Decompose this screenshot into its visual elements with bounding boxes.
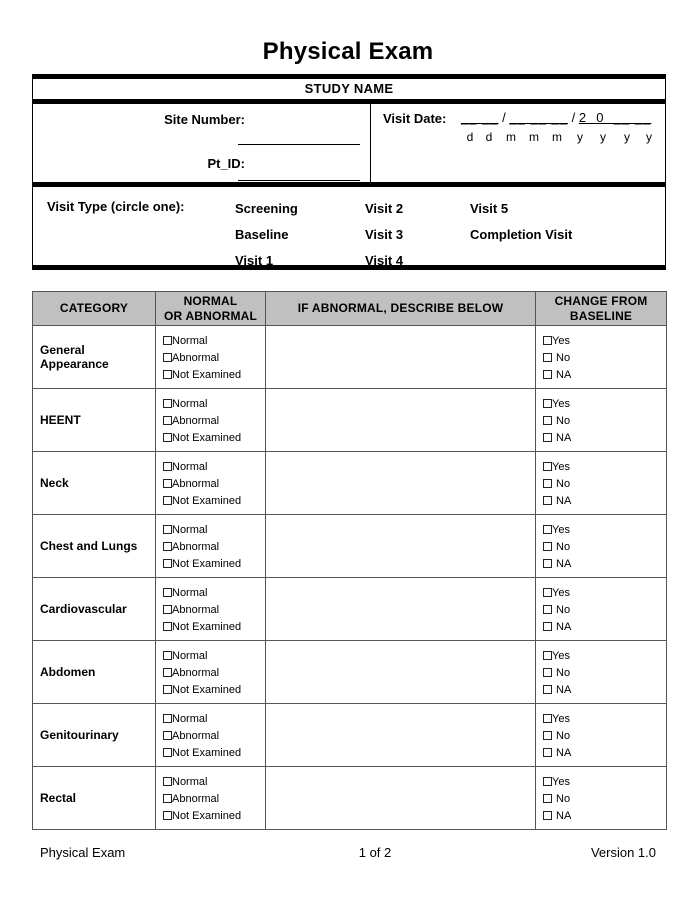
column-header-category-line1: CATEGORY bbox=[59, 301, 129, 315]
checkbox-option-na[interactable] bbox=[543, 429, 666, 446]
legend-y4: y bbox=[646, 130, 652, 144]
checkbox-label: Yes bbox=[552, 334, 570, 347]
checkbox-icon[interactable] bbox=[163, 525, 172, 534]
visit-type-option-visit2[interactable]: Visit 2 bbox=[365, 201, 404, 216]
checkbox-option-abnormal[interactable] bbox=[163, 664, 265, 681]
checkbox-label: NA bbox=[556, 368, 572, 381]
row-category-label: General Appearance bbox=[33, 326, 156, 389]
visit-date-label: Visit Date: bbox=[383, 111, 447, 126]
checkbox-icon[interactable] bbox=[543, 496, 552, 505]
row-status-options bbox=[156, 389, 266, 452]
row-status-options bbox=[156, 641, 266, 704]
checkbox-icon[interactable] bbox=[163, 479, 172, 488]
checkbox-icon[interactable] bbox=[543, 370, 552, 379]
checkbox-label: Normal bbox=[172, 397, 208, 410]
row-description-field[interactable] bbox=[266, 767, 536, 830]
checkbox-label: Normal bbox=[172, 586, 208, 599]
row-description-field[interactable] bbox=[266, 704, 536, 767]
table-row bbox=[33, 452, 667, 515]
checkbox-label: Abnormal bbox=[172, 540, 220, 553]
checkbox-option-not-examined[interactable] bbox=[163, 618, 265, 635]
visit-type-option-visit5[interactable]: Visit 5 bbox=[470, 201, 509, 216]
site-and-visitdate-band bbox=[32, 104, 666, 182]
checkbox-icon[interactable] bbox=[543, 399, 552, 408]
row-status-options bbox=[156, 578, 266, 641]
checkbox-label: Yes bbox=[552, 649, 570, 662]
pt-id-label: Pt_ID: bbox=[207, 156, 245, 171]
checkbox-label: Not Examined bbox=[172, 746, 242, 759]
site-number-label: Site Number: bbox=[164, 112, 245, 127]
checkbox-icon[interactable] bbox=[163, 622, 172, 631]
checkbox-option-normal[interactable] bbox=[163, 521, 265, 538]
checkbox-label: NA bbox=[556, 431, 572, 444]
checkbox-icon[interactable] bbox=[163, 559, 172, 568]
page-footer bbox=[40, 845, 656, 860]
checkbox-icon[interactable] bbox=[543, 542, 552, 551]
checkbox-icon[interactable] bbox=[163, 370, 172, 379]
visit-type-option-visit3[interactable]: Visit 3 bbox=[365, 227, 404, 242]
table-row bbox=[33, 389, 667, 452]
row-change-options bbox=[536, 704, 667, 767]
checkbox-icon[interactable] bbox=[163, 811, 172, 820]
visit-date-column bbox=[371, 104, 665, 182]
checkbox-label: Yes bbox=[552, 775, 570, 788]
checkbox-icon[interactable] bbox=[543, 685, 552, 694]
legend-m3: m bbox=[552, 130, 562, 144]
row-change-options bbox=[536, 578, 667, 641]
checkbox-label: No bbox=[556, 414, 571, 427]
table-row bbox=[33, 767, 667, 830]
checkbox-option-no[interactable] bbox=[543, 349, 666, 366]
checkbox-icon[interactable] bbox=[543, 353, 552, 362]
checkbox-label: Yes bbox=[552, 586, 570, 599]
checkbox-label: Normal bbox=[172, 460, 208, 473]
checkbox-option-yes[interactable] bbox=[543, 647, 666, 664]
column-header-change-from-baseline bbox=[536, 292, 667, 326]
checkbox-label: Not Examined bbox=[172, 431, 242, 444]
checkbox-label: No bbox=[556, 792, 571, 805]
checkbox-label: NA bbox=[556, 809, 572, 822]
checkbox-option-na[interactable] bbox=[543, 807, 666, 824]
checkbox-option-normal[interactable] bbox=[163, 647, 265, 664]
study-name-field: STUDY NAME bbox=[32, 79, 666, 99]
checkbox-icon[interactable] bbox=[543, 588, 552, 597]
checkbox-label: Yes bbox=[552, 397, 570, 410]
site-number-column bbox=[33, 104, 371, 182]
visit-type-option-visit1[interactable]: Visit 1 bbox=[235, 253, 274, 268]
checkbox-icon[interactable] bbox=[543, 731, 552, 740]
checkbox-option-not-examined[interactable] bbox=[163, 681, 265, 698]
row-status-options bbox=[156, 767, 266, 830]
date-slot-yyyy[interactable]: 2 0 __ __ bbox=[578, 110, 652, 125]
checkbox-label: Normal bbox=[172, 712, 208, 725]
checkbox-option-normal[interactable] bbox=[163, 710, 265, 727]
table-row bbox=[33, 515, 667, 578]
checkbox-option-na[interactable] bbox=[543, 681, 666, 698]
checkbox-icon[interactable] bbox=[543, 416, 552, 425]
checkbox-icon[interactable] bbox=[163, 685, 172, 694]
checkbox-label: No bbox=[556, 603, 571, 616]
row-change-options bbox=[536, 389, 667, 452]
form-header-block bbox=[32, 74, 666, 270]
checkbox-icon[interactable] bbox=[543, 714, 552, 723]
checkbox-option-abnormal[interactable] bbox=[163, 412, 265, 429]
column-header-normal-or-abnormal bbox=[156, 292, 266, 326]
row-description-field[interactable] bbox=[266, 452, 536, 515]
row-category-label: Neck bbox=[33, 452, 156, 515]
checkbox-label: Normal bbox=[172, 775, 208, 788]
legend-d2: d bbox=[485, 130, 493, 144]
checkbox-icon[interactable] bbox=[163, 433, 172, 442]
checkbox-label: Normal bbox=[172, 649, 208, 662]
checkbox-label: Abnormal bbox=[172, 477, 220, 490]
footer-page-number: 1 of 2 bbox=[358, 845, 392, 860]
row-description-field[interactable] bbox=[266, 389, 536, 452]
row-description-field[interactable] bbox=[266, 515, 536, 578]
checkbox-option-na[interactable] bbox=[543, 492, 666, 509]
row-description-field[interactable] bbox=[266, 641, 536, 704]
checkbox-option-yes[interactable] bbox=[543, 332, 666, 349]
checkbox-label: Yes bbox=[552, 523, 570, 536]
checkbox-option-yes[interactable] bbox=[543, 395, 666, 412]
visit-type-row bbox=[235, 225, 665, 251]
page-title: Physical Exam bbox=[262, 38, 434, 65]
checkbox-option-normal[interactable] bbox=[163, 584, 265, 601]
checkbox-icon[interactable] bbox=[543, 777, 552, 786]
checkbox-option-abnormal[interactable] bbox=[163, 538, 265, 555]
checkbox-option-not-examined[interactable] bbox=[163, 429, 265, 446]
checkbox-icon[interactable] bbox=[163, 714, 172, 723]
checkbox-label: NA bbox=[556, 494, 572, 507]
column-header-describe-line1: IF ABNORMAL, DESCRIBE BELOW bbox=[297, 301, 504, 315]
checkbox-icon[interactable] bbox=[163, 588, 172, 597]
checkbox-option-no[interactable] bbox=[543, 601, 666, 618]
checkbox-label: NA bbox=[556, 557, 572, 570]
checkbox-icon[interactable] bbox=[543, 668, 552, 677]
checkbox-option-yes[interactable] bbox=[543, 521, 666, 538]
checkbox-icon[interactable] bbox=[543, 525, 552, 534]
checkbox-icon[interactable] bbox=[543, 811, 552, 820]
row-change-options bbox=[536, 767, 667, 830]
checkbox-option-yes[interactable] bbox=[543, 584, 666, 601]
checkbox-option-no[interactable] bbox=[543, 538, 666, 555]
table-row bbox=[33, 704, 667, 767]
checkbox-icon[interactable] bbox=[543, 559, 552, 568]
row-change-options bbox=[536, 452, 667, 515]
row-description-field[interactable] bbox=[266, 326, 536, 389]
column-header-normal-line2: OR ABNORMAL bbox=[163, 308, 258, 323]
legend-y2: y bbox=[600, 130, 606, 144]
visit-type-option-visit4[interactable]: Visit 4 bbox=[365, 253, 404, 268]
checkbox-icon[interactable] bbox=[163, 399, 172, 408]
checkbox-icon[interactable] bbox=[163, 748, 172, 757]
checkbox-option-abnormal[interactable] bbox=[163, 601, 265, 618]
row-category-label: Chest and Lungs bbox=[33, 515, 156, 578]
table-row bbox=[33, 326, 667, 389]
checkbox-label: Not Examined bbox=[172, 494, 242, 507]
checkbox-icon[interactable] bbox=[543, 794, 552, 803]
checkbox-label: Abnormal bbox=[172, 729, 220, 742]
checkbox-icon[interactable] bbox=[543, 748, 552, 757]
checkbox-label: Not Examined bbox=[172, 809, 242, 822]
checkbox-label: No bbox=[556, 729, 571, 742]
checkbox-label: Abnormal bbox=[172, 603, 220, 616]
legend-m2: m bbox=[529, 130, 539, 144]
checkbox-label: NA bbox=[556, 620, 572, 633]
checkbox-option-no[interactable] bbox=[543, 727, 666, 744]
checkbox-icon[interactable] bbox=[163, 416, 172, 425]
checkbox-icon[interactable] bbox=[163, 353, 172, 362]
column-header-describe-below bbox=[266, 292, 536, 326]
row-category-label: Abdomen bbox=[33, 641, 156, 704]
table-row bbox=[33, 578, 667, 641]
checkbox-icon[interactable] bbox=[163, 668, 172, 677]
checkbox-icon[interactable] bbox=[163, 794, 172, 803]
visit-type-option-empty bbox=[470, 251, 650, 277]
table-header-row bbox=[33, 292, 667, 326]
row-status-options bbox=[156, 515, 266, 578]
checkbox-label: Normal bbox=[172, 523, 208, 536]
row-status-options bbox=[156, 452, 266, 515]
checkbox-option-no[interactable] bbox=[543, 475, 666, 492]
row-description-field[interactable] bbox=[266, 578, 536, 641]
checkbox-label: No bbox=[556, 477, 571, 490]
checkbox-option-normal[interactable] bbox=[163, 773, 265, 790]
checkbox-label: Not Examined bbox=[172, 683, 242, 696]
row-category-label: HEENT bbox=[33, 389, 156, 452]
checkbox-icon[interactable] bbox=[163, 777, 172, 786]
visit-type-option-screening[interactable]: Screening bbox=[235, 201, 298, 216]
row-status-options bbox=[156, 326, 266, 389]
checkbox-icon[interactable] bbox=[163, 605, 172, 614]
checkbox-label: NA bbox=[556, 683, 572, 696]
checkbox-icon[interactable] bbox=[543, 622, 552, 631]
checkbox-label: Not Examined bbox=[172, 368, 242, 381]
checkbox-icon[interactable] bbox=[543, 462, 552, 471]
column-header-change-line1: CHANGE FROM bbox=[554, 293, 648, 308]
legend-y1: y bbox=[577, 130, 583, 144]
checkbox-icon[interactable] bbox=[163, 496, 172, 505]
footer-version: Version 1.0 bbox=[590, 845, 656, 860]
checkbox-label: Not Examined bbox=[172, 620, 242, 633]
checkbox-option-no[interactable] bbox=[543, 664, 666, 681]
legend-d1: d bbox=[466, 130, 474, 144]
row-change-options bbox=[536, 326, 667, 389]
checkbox-label: Abnormal bbox=[172, 792, 220, 805]
checkbox-label: Yes bbox=[552, 460, 570, 473]
checkbox-option-abnormal[interactable] bbox=[163, 475, 265, 492]
row-category-label: Genitourinary bbox=[33, 704, 156, 767]
row-status-options bbox=[156, 704, 266, 767]
checkbox-label: No bbox=[556, 351, 571, 364]
legend-m1: m bbox=[506, 130, 516, 144]
checkbox-option-na[interactable] bbox=[543, 366, 666, 383]
checkbox-option-not-examined[interactable] bbox=[163, 807, 265, 824]
checkbox-icon[interactable] bbox=[543, 336, 552, 345]
site-number-input-line[interactable] bbox=[238, 144, 360, 145]
checkbox-icon[interactable] bbox=[163, 731, 172, 740]
visit-type-row bbox=[235, 251, 665, 277]
column-header-category bbox=[33, 292, 156, 326]
checkbox-option-not-examined[interactable] bbox=[163, 744, 265, 761]
checkbox-option-na[interactable] bbox=[543, 555, 666, 572]
date-slot-mmm[interactable]: __ __ __ bbox=[509, 110, 568, 125]
checkbox-icon[interactable] bbox=[163, 651, 172, 660]
table-body bbox=[33, 326, 667, 830]
row-change-options bbox=[536, 641, 667, 704]
checkbox-option-not-examined[interactable] bbox=[163, 366, 265, 383]
checkbox-option-abnormal[interactable] bbox=[163, 727, 265, 744]
column-header-normal-line1: NORMAL bbox=[183, 293, 238, 308]
checkbox-option-abnormal[interactable] bbox=[163, 790, 265, 807]
checkbox-option-yes[interactable] bbox=[543, 458, 666, 475]
checkbox-icon[interactable] bbox=[163, 336, 172, 345]
checkbox-option-normal[interactable] bbox=[163, 395, 265, 412]
checkbox-label: Abnormal bbox=[172, 666, 220, 679]
visit-date-legend bbox=[461, 130, 659, 144]
visit-type-option-baseline[interactable]: Baseline bbox=[235, 227, 289, 242]
visit-type-option-completion-visit[interactable]: Completion Visit bbox=[470, 227, 573, 242]
checkbox-option-not-examined[interactable] bbox=[163, 492, 265, 509]
checkbox-option-yes[interactable] bbox=[543, 773, 666, 790]
date-slot-dd[interactable]: __ __ bbox=[461, 110, 499, 125]
visit-date-slots[interactable]: __ __ / __ __ __ / 2 0 __ __ bbox=[461, 110, 652, 125]
checkbox-option-not-examined[interactable] bbox=[163, 555, 265, 572]
checkbox-icon[interactable] bbox=[543, 433, 552, 442]
checkbox-icon[interactable] bbox=[543, 479, 552, 488]
footer-form-name: Physical Exam bbox=[40, 845, 126, 860]
checkbox-label: Abnormal bbox=[172, 414, 220, 427]
checkbox-label: No bbox=[556, 540, 571, 553]
checkbox-label: Normal bbox=[172, 334, 208, 347]
checkbox-option-normal[interactable] bbox=[163, 458, 265, 475]
row-category-label: Rectal bbox=[33, 767, 156, 830]
visit-type-row bbox=[235, 199, 665, 225]
row-category-label: Cardiovascular bbox=[33, 578, 156, 641]
checkbox-icon[interactable] bbox=[543, 651, 552, 660]
checkbox-option-yes[interactable] bbox=[543, 710, 666, 727]
checkbox-label: Yes bbox=[552, 712, 570, 725]
checkbox-option-no[interactable] bbox=[543, 412, 666, 429]
checkbox-option-na[interactable] bbox=[543, 744, 666, 761]
checkbox-option-na[interactable] bbox=[543, 618, 666, 635]
checkbox-label: Not Examined bbox=[172, 557, 242, 570]
checkbox-label: No bbox=[556, 666, 571, 679]
checkbox-label: NA bbox=[556, 746, 572, 759]
column-header-change-line2: BASELINE bbox=[569, 308, 633, 323]
checkbox-option-normal[interactable] bbox=[163, 332, 265, 349]
checkbox-option-abnormal[interactable] bbox=[163, 349, 265, 366]
checkbox-icon[interactable] bbox=[163, 462, 172, 471]
physical-exam-table bbox=[32, 291, 667, 830]
visit-type-label: Visit Type (circle one): bbox=[47, 199, 185, 214]
legend-y3: y bbox=[624, 130, 630, 144]
checkbox-label: Abnormal bbox=[172, 351, 220, 364]
visit-type-band bbox=[32, 187, 666, 268]
table-row bbox=[33, 641, 667, 704]
pt-id-input-line[interactable] bbox=[238, 180, 360, 181]
checkbox-icon[interactable] bbox=[543, 605, 552, 614]
visit-type-options-grid bbox=[235, 199, 665, 277]
checkbox-option-no[interactable] bbox=[543, 790, 666, 807]
row-change-options bbox=[536, 515, 667, 578]
checkbox-icon[interactable] bbox=[163, 542, 172, 551]
